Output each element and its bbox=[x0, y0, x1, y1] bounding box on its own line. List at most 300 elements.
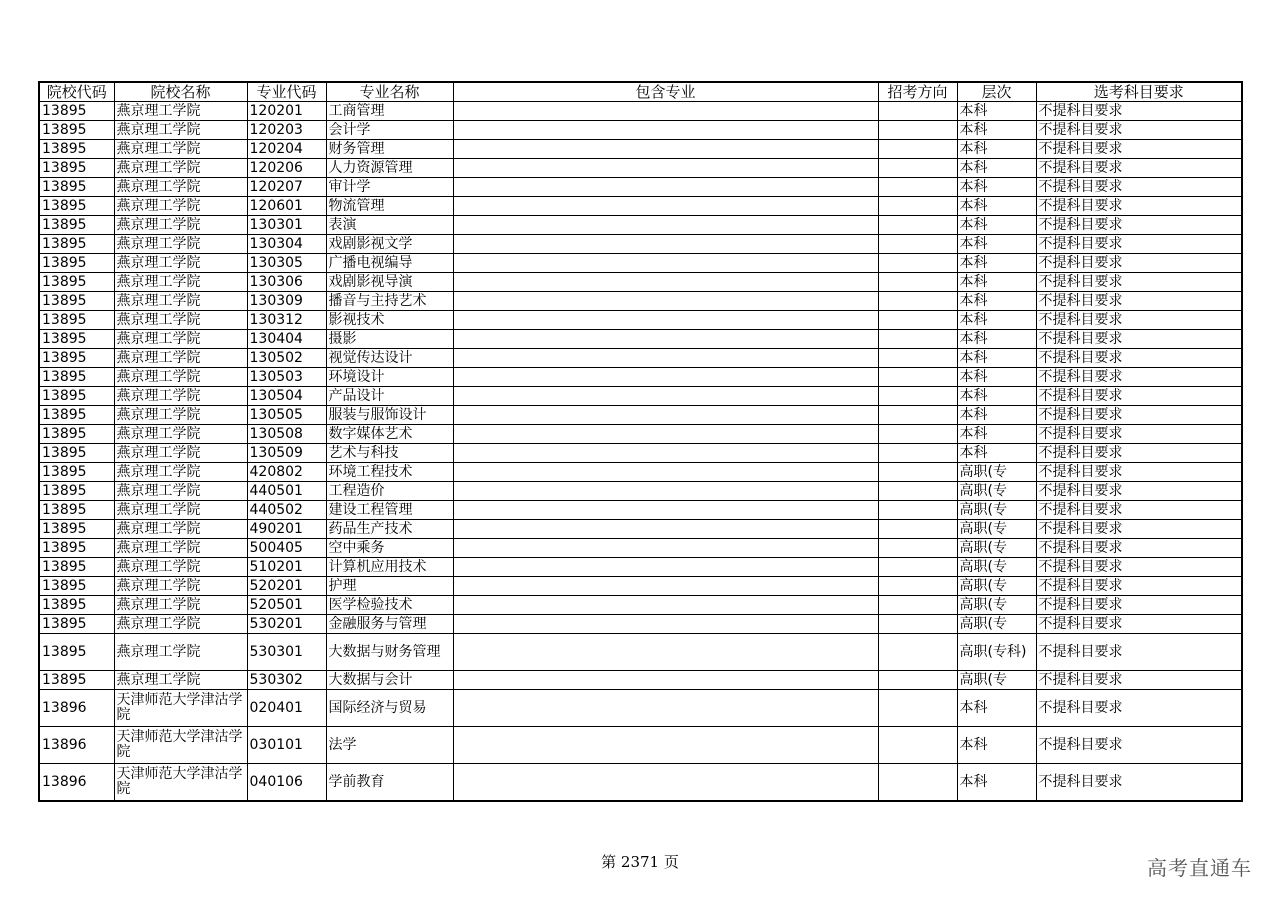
cell-school-code: 13895 bbox=[39, 216, 114, 235]
cell-subject-requirement: 不提科目要求 bbox=[1036, 102, 1242, 121]
cell-level: 本科 bbox=[957, 140, 1036, 159]
cell-subject-requirement: 不提科目要求 bbox=[1036, 671, 1242, 690]
cell-direction bbox=[878, 216, 957, 235]
cell-direction bbox=[878, 349, 957, 368]
cell-school-code: 13895 bbox=[39, 482, 114, 501]
cell-major-code: 530301 bbox=[247, 634, 326, 671]
cell-subject-requirement: 不提科目要求 bbox=[1036, 596, 1242, 615]
cell-major-code: 130306 bbox=[247, 273, 326, 292]
cell-direction bbox=[878, 235, 957, 254]
cell-school-code: 13895 bbox=[39, 444, 114, 463]
cell-direction bbox=[878, 292, 957, 311]
cell-school-code: 13895 bbox=[39, 121, 114, 140]
cell-subject-requirement: 不提科目要求 bbox=[1036, 501, 1242, 520]
cell-major-name: 国际经济与贸易 bbox=[326, 690, 453, 727]
header-school-code: 院校代码 bbox=[39, 82, 114, 102]
cell-direction bbox=[878, 406, 957, 425]
cell-school-name: 燕京理工学院 bbox=[114, 216, 247, 235]
cell-direction bbox=[878, 558, 957, 577]
cell-major-code: 120201 bbox=[247, 102, 326, 121]
cell-level: 本科 bbox=[957, 178, 1036, 197]
cell-subject-requirement: 不提科目要求 bbox=[1036, 558, 1242, 577]
cell-subject-requirement: 不提科目要求 bbox=[1036, 368, 1242, 387]
cell-included-majors bbox=[453, 539, 878, 558]
cell-major-name: 广播电视编导 bbox=[326, 254, 453, 273]
table-row bbox=[39, 216, 1242, 235]
cell-level: 本科 bbox=[957, 102, 1036, 121]
cell-subject-requirement: 不提科目要求 bbox=[1036, 311, 1242, 330]
cell-school-code: 13895 bbox=[39, 178, 114, 197]
cell-direction bbox=[878, 520, 957, 539]
cell-major-name: 财务管理 bbox=[326, 140, 453, 159]
cell-included-majors bbox=[453, 501, 878, 520]
cell-included-majors bbox=[453, 671, 878, 690]
cell-included-majors bbox=[453, 727, 878, 764]
cell-level: 高职(专 bbox=[957, 577, 1036, 596]
table-row bbox=[39, 292, 1242, 311]
cell-school-code: 13895 bbox=[39, 387, 114, 406]
cell-major-code: 510201 bbox=[247, 558, 326, 577]
cell-school-name: 天津师范大学津沽学院 bbox=[114, 727, 247, 764]
cell-school-name: 燕京理工学院 bbox=[114, 577, 247, 596]
cell-school-name: 燕京理工学院 bbox=[114, 235, 247, 254]
cell-school-code: 13895 bbox=[39, 102, 114, 121]
cell-level: 本科 bbox=[957, 406, 1036, 425]
cell-level: 高职(专 bbox=[957, 501, 1036, 520]
header-major-code: 专业代码 bbox=[247, 82, 326, 102]
cell-included-majors bbox=[453, 444, 878, 463]
table-row bbox=[39, 539, 1242, 558]
cell-school-code: 13895 bbox=[39, 671, 114, 690]
cell-level: 本科 bbox=[957, 349, 1036, 368]
cell-major-name: 人力资源管理 bbox=[326, 159, 453, 178]
cell-school-code: 13895 bbox=[39, 615, 114, 634]
cell-subject-requirement: 不提科目要求 bbox=[1036, 577, 1242, 596]
cell-school-code: 13895 bbox=[39, 634, 114, 671]
cell-level: 本科 bbox=[957, 159, 1036, 178]
cell-included-majors bbox=[453, 463, 878, 482]
cell-major-code: 490201 bbox=[247, 520, 326, 539]
cell-school-code: 13895 bbox=[39, 539, 114, 558]
table-row bbox=[39, 463, 1242, 482]
cell-major-code: 130508 bbox=[247, 425, 326, 444]
cell-level: 高职(专科) bbox=[957, 634, 1036, 671]
table-row bbox=[39, 615, 1242, 634]
cell-subject-requirement: 不提科目要求 bbox=[1036, 463, 1242, 482]
cell-major-name: 药品生产技术 bbox=[326, 520, 453, 539]
cell-school-code: 13895 bbox=[39, 254, 114, 273]
cell-school-name: 燕京理工学院 bbox=[114, 671, 247, 690]
table-row bbox=[39, 140, 1242, 159]
cell-major-code: 130509 bbox=[247, 444, 326, 463]
cell-subject-requirement: 不提科目要求 bbox=[1036, 387, 1242, 406]
cell-included-majors bbox=[453, 102, 878, 121]
table-row bbox=[39, 159, 1242, 178]
cell-major-name: 环境设计 bbox=[326, 368, 453, 387]
cell-school-code: 13895 bbox=[39, 349, 114, 368]
cell-major-name: 环境工程技术 bbox=[326, 463, 453, 482]
cell-major-name: 表演 bbox=[326, 216, 453, 235]
cell-major-code: 030101 bbox=[247, 727, 326, 764]
cell-included-majors bbox=[453, 311, 878, 330]
cell-major-code: 120204 bbox=[247, 140, 326, 159]
cell-major-name: 护理 bbox=[326, 577, 453, 596]
cell-major-code: 130502 bbox=[247, 349, 326, 368]
cell-school-code: 13895 bbox=[39, 292, 114, 311]
cell-direction bbox=[878, 140, 957, 159]
cell-school-name: 燕京理工学院 bbox=[114, 159, 247, 178]
cell-school-name: 燕京理工学院 bbox=[114, 368, 247, 387]
cell-major-code: 130301 bbox=[247, 216, 326, 235]
cell-level: 高职(专 bbox=[957, 520, 1036, 539]
cell-major-code: 120203 bbox=[247, 121, 326, 140]
cell-major-code: 530201 bbox=[247, 615, 326, 634]
cell-direction bbox=[878, 178, 957, 197]
cell-direction bbox=[878, 159, 957, 178]
table-row bbox=[39, 501, 1242, 520]
cell-school-code: 13895 bbox=[39, 159, 114, 178]
cell-school-name: 天津师范大学津沽学院 bbox=[114, 690, 247, 727]
cell-included-majors bbox=[453, 197, 878, 216]
header-row bbox=[39, 82, 1242, 102]
cell-major-code: 130312 bbox=[247, 311, 326, 330]
cell-major-name: 建设工程管理 bbox=[326, 501, 453, 520]
cell-major-name: 大数据与财务管理 bbox=[326, 634, 453, 671]
cell-direction bbox=[878, 273, 957, 292]
cell-included-majors bbox=[453, 254, 878, 273]
cell-major-code: 120601 bbox=[247, 197, 326, 216]
cell-subject-requirement: 不提科目要求 bbox=[1036, 482, 1242, 501]
cell-level: 本科 bbox=[957, 690, 1036, 727]
header-level: 层次 bbox=[957, 82, 1036, 102]
cell-subject-requirement: 不提科目要求 bbox=[1036, 197, 1242, 216]
cell-included-majors bbox=[453, 140, 878, 159]
cell-subject-requirement: 不提科目要求 bbox=[1036, 690, 1242, 727]
cell-major-code: 130304 bbox=[247, 235, 326, 254]
cell-level: 本科 bbox=[957, 387, 1036, 406]
cell-school-name: 燕京理工学院 bbox=[114, 615, 247, 634]
header-school-name: 院校名称 bbox=[114, 82, 247, 102]
cell-included-majors bbox=[453, 482, 878, 501]
cell-major-code: 130505 bbox=[247, 406, 326, 425]
cell-major-code: 130309 bbox=[247, 292, 326, 311]
cell-school-name: 燕京理工学院 bbox=[114, 482, 247, 501]
cell-subject-requirement: 不提科目要求 bbox=[1036, 140, 1242, 159]
table-row bbox=[39, 596, 1242, 615]
cell-level: 本科 bbox=[957, 216, 1036, 235]
cell-subject-requirement: 不提科目要求 bbox=[1036, 349, 1242, 368]
table-row bbox=[39, 558, 1242, 577]
header-direction: 招考方向 bbox=[878, 82, 957, 102]
cell-school-code: 13895 bbox=[39, 368, 114, 387]
cell-included-majors bbox=[453, 634, 878, 671]
cell-school-name: 燕京理工学院 bbox=[114, 121, 247, 140]
table-row bbox=[39, 444, 1242, 463]
cell-direction bbox=[878, 254, 957, 273]
cell-level: 本科 bbox=[957, 292, 1036, 311]
table-row bbox=[39, 425, 1242, 444]
cell-school-name: 燕京理工学院 bbox=[114, 406, 247, 425]
table-row bbox=[39, 764, 1242, 802]
cell-major-code: 130305 bbox=[247, 254, 326, 273]
cell-subject-requirement: 不提科目要求 bbox=[1036, 292, 1242, 311]
cell-included-majors bbox=[453, 596, 878, 615]
cell-subject-requirement: 不提科目要求 bbox=[1036, 520, 1242, 539]
cell-school-name: 天津师范大学津沽学院 bbox=[114, 764, 247, 802]
cell-major-name: 大数据与会计 bbox=[326, 671, 453, 690]
cell-level: 本科 bbox=[957, 764, 1036, 802]
cell-school-name: 燕京理工学院 bbox=[114, 292, 247, 311]
cell-school-name: 燕京理工学院 bbox=[114, 501, 247, 520]
cell-included-majors bbox=[453, 330, 878, 349]
cell-major-name: 医学检验技术 bbox=[326, 596, 453, 615]
cell-school-code: 13895 bbox=[39, 425, 114, 444]
header-included-majors: 包含专业 bbox=[453, 82, 878, 102]
cell-school-name: 燕京理工学院 bbox=[114, 596, 247, 615]
cell-school-code: 13895 bbox=[39, 596, 114, 615]
table-row bbox=[39, 102, 1242, 121]
table-row bbox=[39, 634, 1242, 671]
cell-school-code: 13896 bbox=[39, 727, 114, 764]
table-row bbox=[39, 520, 1242, 539]
cell-level: 高职(专 bbox=[957, 463, 1036, 482]
table-row bbox=[39, 727, 1242, 764]
cell-level: 本科 bbox=[957, 197, 1036, 216]
table-row bbox=[39, 235, 1242, 254]
cell-direction bbox=[878, 501, 957, 520]
cell-school-code: 13895 bbox=[39, 558, 114, 577]
cell-direction bbox=[878, 387, 957, 406]
cell-major-name: 学前教育 bbox=[326, 764, 453, 802]
cell-direction bbox=[878, 615, 957, 634]
cell-direction bbox=[878, 482, 957, 501]
cell-included-majors bbox=[453, 178, 878, 197]
cell-included-majors bbox=[453, 577, 878, 596]
cell-included-majors bbox=[453, 292, 878, 311]
cell-school-name: 燕京理工学院 bbox=[114, 273, 247, 292]
cell-school-name: 燕京理工学院 bbox=[114, 254, 247, 273]
cell-major-code: 020401 bbox=[247, 690, 326, 727]
cell-major-code: 520501 bbox=[247, 596, 326, 615]
cell-major-name: 法学 bbox=[326, 727, 453, 764]
cell-subject-requirement: 不提科目要求 bbox=[1036, 330, 1242, 349]
cell-major-name: 视觉传达设计 bbox=[326, 349, 453, 368]
cell-included-majors bbox=[453, 159, 878, 178]
cell-major-name: 播音与主持艺术 bbox=[326, 292, 453, 311]
table-row bbox=[39, 577, 1242, 596]
cell-subject-requirement: 不提科目要求 bbox=[1036, 121, 1242, 140]
cell-school-code: 13895 bbox=[39, 577, 114, 596]
cell-major-code: 130504 bbox=[247, 387, 326, 406]
cell-direction bbox=[878, 311, 957, 330]
cell-major-name: 金融服务与管理 bbox=[326, 615, 453, 634]
cell-school-code: 13896 bbox=[39, 764, 114, 802]
cell-major-code: 500405 bbox=[247, 539, 326, 558]
cell-major-name: 计算机应用技术 bbox=[326, 558, 453, 577]
cell-level: 本科 bbox=[957, 235, 1036, 254]
cell-direction bbox=[878, 444, 957, 463]
cell-major-code: 420802 bbox=[247, 463, 326, 482]
cell-school-name: 燕京理工学院 bbox=[114, 140, 247, 159]
cell-level: 本科 bbox=[957, 311, 1036, 330]
watermark: 高考直通车 bbox=[1147, 856, 1252, 880]
cell-major-code: 120207 bbox=[247, 178, 326, 197]
cell-direction bbox=[878, 596, 957, 615]
cell-school-name: 燕京理工学院 bbox=[114, 387, 247, 406]
cell-level: 本科 bbox=[957, 121, 1036, 140]
cell-level: 本科 bbox=[957, 330, 1036, 349]
cell-subject-requirement: 不提科目要求 bbox=[1036, 273, 1242, 292]
table-row bbox=[39, 387, 1242, 406]
cell-subject-requirement: 不提科目要求 bbox=[1036, 235, 1242, 254]
cell-level: 高职(专 bbox=[957, 596, 1036, 615]
cell-direction bbox=[878, 539, 957, 558]
cell-level: 高职(专 bbox=[957, 615, 1036, 634]
cell-major-name: 艺术与科技 bbox=[326, 444, 453, 463]
table-row bbox=[39, 197, 1242, 216]
cell-level: 本科 bbox=[957, 425, 1036, 444]
cell-subject-requirement: 不提科目要求 bbox=[1036, 425, 1242, 444]
page-number: 第 2371 页 bbox=[601, 853, 679, 871]
cell-major-code: 440501 bbox=[247, 482, 326, 501]
cell-major-name: 空中乘务 bbox=[326, 539, 453, 558]
cell-school-code: 13895 bbox=[39, 311, 114, 330]
cell-included-majors bbox=[453, 615, 878, 634]
cell-major-name: 数字媒体艺术 bbox=[326, 425, 453, 444]
table-row bbox=[39, 368, 1242, 387]
table-row bbox=[39, 273, 1242, 292]
cell-major-code: 530302 bbox=[247, 671, 326, 690]
cell-school-name: 燕京理工学院 bbox=[114, 178, 247, 197]
cell-level: 高职(专 bbox=[957, 558, 1036, 577]
cell-included-majors bbox=[453, 349, 878, 368]
cell-major-name: 工商管理 bbox=[326, 102, 453, 121]
cell-included-majors bbox=[453, 235, 878, 254]
header-subject-requirement: 选考科目要求 bbox=[1036, 82, 1242, 102]
admission-table bbox=[38, 81, 1243, 802]
cell-included-majors bbox=[453, 520, 878, 539]
cell-level: 本科 bbox=[957, 368, 1036, 387]
cell-level: 本科 bbox=[957, 444, 1036, 463]
cell-included-majors bbox=[453, 425, 878, 444]
cell-included-majors bbox=[453, 406, 878, 425]
table-row bbox=[39, 349, 1242, 368]
cell-level: 本科 bbox=[957, 273, 1036, 292]
cell-direction bbox=[878, 671, 957, 690]
cell-direction bbox=[878, 690, 957, 727]
cell-subject-requirement: 不提科目要求 bbox=[1036, 727, 1242, 764]
cell-school-name: 燕京理工学院 bbox=[114, 539, 247, 558]
table-row bbox=[39, 311, 1242, 330]
cell-level: 高职(专 bbox=[957, 482, 1036, 501]
cell-school-name: 燕京理工学院 bbox=[114, 463, 247, 482]
table-row bbox=[39, 178, 1242, 197]
cell-school-name: 燕京理工学院 bbox=[114, 425, 247, 444]
cell-school-code: 13895 bbox=[39, 463, 114, 482]
table-body bbox=[39, 102, 1242, 802]
cell-included-majors bbox=[453, 368, 878, 387]
cell-level: 本科 bbox=[957, 727, 1036, 764]
cell-school-code: 13895 bbox=[39, 330, 114, 349]
cell-major-code: 440502 bbox=[247, 501, 326, 520]
cell-major-name: 摄影 bbox=[326, 330, 453, 349]
cell-major-name: 戏剧影视导演 bbox=[326, 273, 453, 292]
cell-subject-requirement: 不提科目要求 bbox=[1036, 216, 1242, 235]
cell-school-name: 燕京理工学院 bbox=[114, 444, 247, 463]
cell-school-name: 燕京理工学院 bbox=[114, 520, 247, 539]
cell-included-majors bbox=[453, 216, 878, 235]
cell-school-name: 燕京理工学院 bbox=[114, 330, 247, 349]
cell-school-code: 13895 bbox=[39, 197, 114, 216]
cell-school-code: 13895 bbox=[39, 273, 114, 292]
cell-included-majors bbox=[453, 121, 878, 140]
table-row bbox=[39, 690, 1242, 727]
cell-direction bbox=[878, 577, 957, 596]
table-row bbox=[39, 482, 1242, 501]
table-row bbox=[39, 254, 1242, 273]
cell-direction bbox=[878, 330, 957, 349]
cell-direction bbox=[878, 463, 957, 482]
cell-subject-requirement: 不提科目要求 bbox=[1036, 634, 1242, 671]
cell-major-name: 影视技术 bbox=[326, 311, 453, 330]
table-row bbox=[39, 330, 1242, 349]
cell-major-name: 戏剧影视文学 bbox=[326, 235, 453, 254]
cell-direction bbox=[878, 764, 957, 802]
cell-included-majors bbox=[453, 764, 878, 802]
cell-direction bbox=[878, 197, 957, 216]
cell-school-code: 13895 bbox=[39, 520, 114, 539]
cell-included-majors bbox=[453, 273, 878, 292]
cell-school-name: 燕京理工学院 bbox=[114, 102, 247, 121]
cell-level: 高职(专 bbox=[957, 671, 1036, 690]
cell-subject-requirement: 不提科目要求 bbox=[1036, 539, 1242, 558]
cell-major-name: 工程造价 bbox=[326, 482, 453, 501]
cell-subject-requirement: 不提科目要求 bbox=[1036, 615, 1242, 634]
cell-major-name: 会计学 bbox=[326, 121, 453, 140]
cell-major-name: 服装与服饰设计 bbox=[326, 406, 453, 425]
header-major-name: 专业名称 bbox=[326, 82, 453, 102]
cell-direction bbox=[878, 634, 957, 671]
cell-subject-requirement: 不提科目要求 bbox=[1036, 444, 1242, 463]
table-row bbox=[39, 671, 1242, 690]
cell-included-majors bbox=[453, 690, 878, 727]
cell-direction bbox=[878, 727, 957, 764]
cell-direction bbox=[878, 425, 957, 444]
cell-subject-requirement: 不提科目要求 bbox=[1036, 764, 1242, 802]
table-row bbox=[39, 406, 1242, 425]
cell-school-code: 13895 bbox=[39, 406, 114, 425]
cell-major-code: 040106 bbox=[247, 764, 326, 802]
cell-subject-requirement: 不提科目要求 bbox=[1036, 254, 1242, 273]
cell-direction bbox=[878, 121, 957, 140]
cell-school-name: 燕京理工学院 bbox=[114, 349, 247, 368]
cell-major-code: 120206 bbox=[247, 159, 326, 178]
cell-school-name: 燕京理工学院 bbox=[114, 634, 247, 671]
cell-direction bbox=[878, 102, 957, 121]
cell-school-name: 燕京理工学院 bbox=[114, 558, 247, 577]
cell-major-name: 审计学 bbox=[326, 178, 453, 197]
cell-level: 本科 bbox=[957, 254, 1036, 273]
cell-direction bbox=[878, 368, 957, 387]
cell-major-code: 520201 bbox=[247, 577, 326, 596]
cell-school-code: 13896 bbox=[39, 690, 114, 727]
cell-school-code: 13895 bbox=[39, 501, 114, 520]
cell-subject-requirement: 不提科目要求 bbox=[1036, 178, 1242, 197]
cell-included-majors bbox=[453, 387, 878, 406]
cell-included-majors bbox=[453, 558, 878, 577]
cell-subject-requirement: 不提科目要求 bbox=[1036, 406, 1242, 425]
cell-school-code: 13895 bbox=[39, 235, 114, 254]
